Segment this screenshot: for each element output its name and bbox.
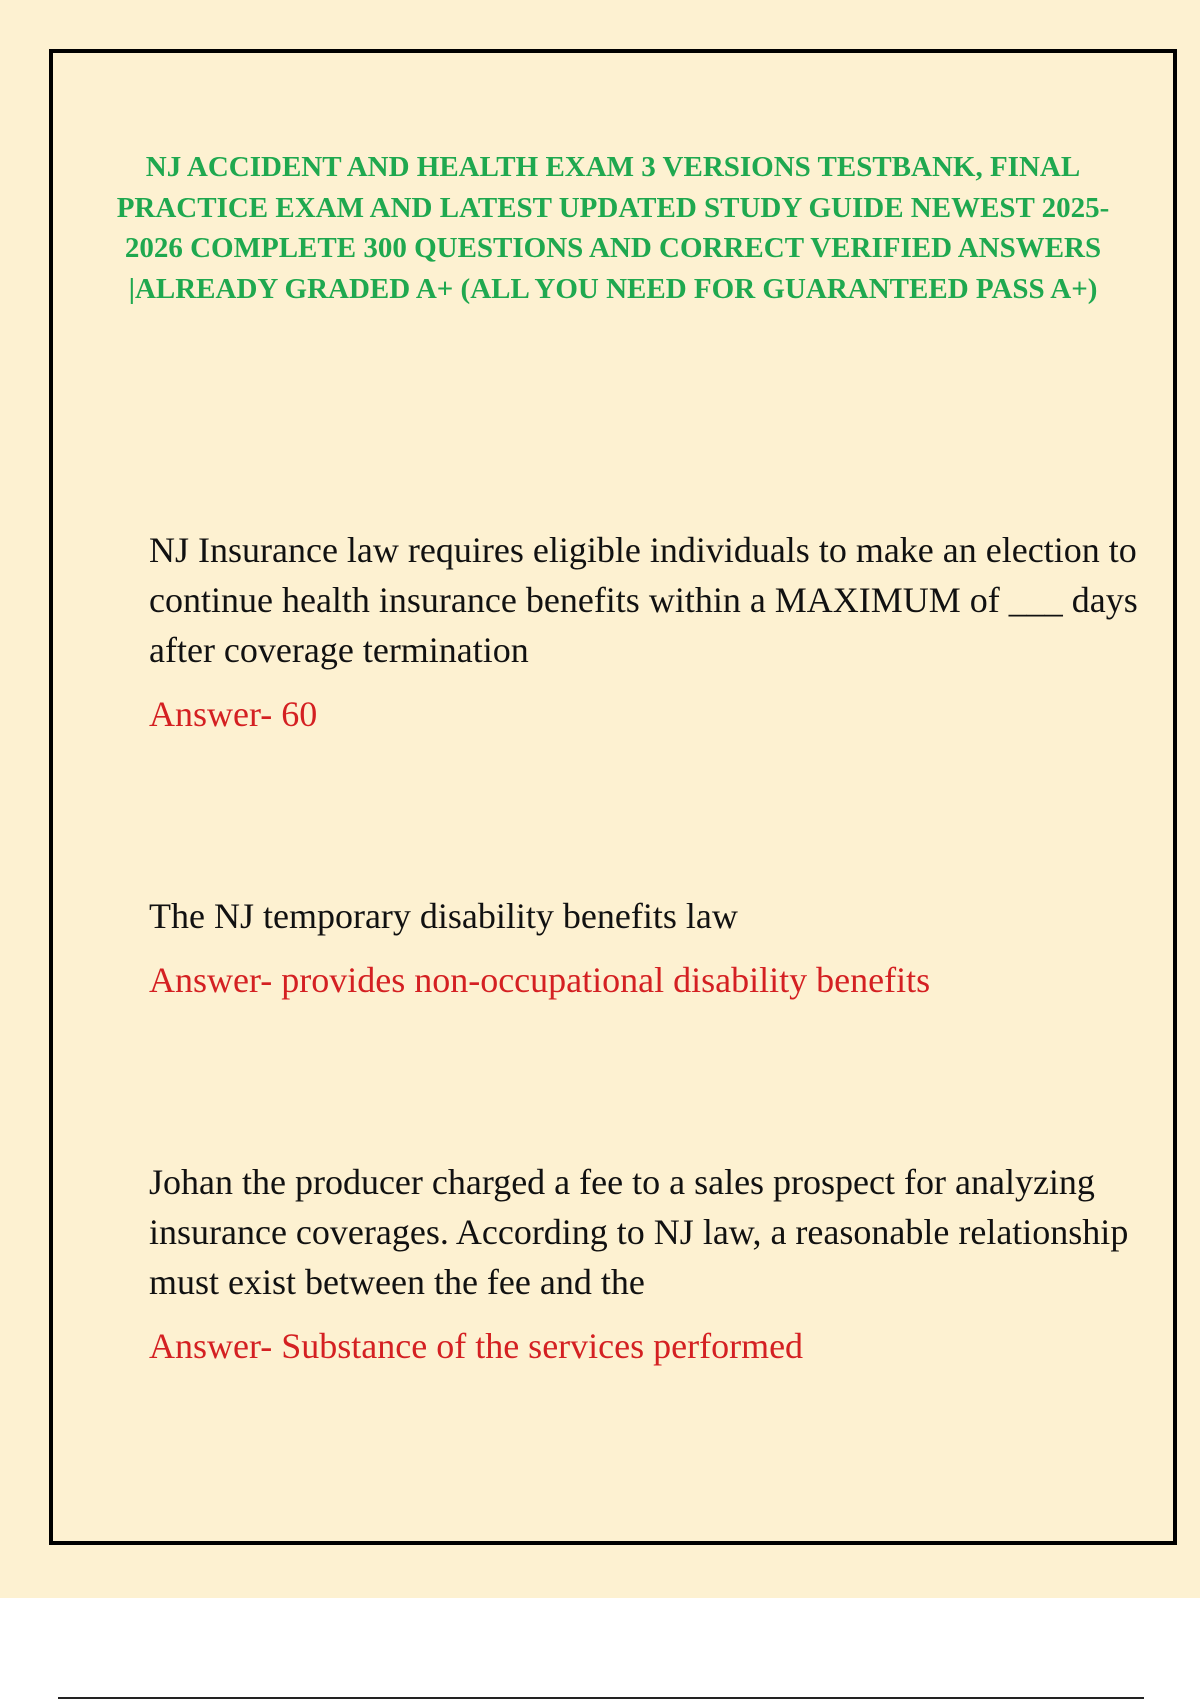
- question-text: Johan the producer charged a fee to a sales prospect for analyzing insurance coverages. According to NJ law, a reasonable relationship must exist between the fee and the: [149, 1162, 1129, 1302]
- question-text: The NJ temporary disability benefits law: [149, 896, 738, 936]
- answer-text: Answer- 60: [149, 694, 318, 734]
- answer-text: Answer- provides non-occupational disability benefits: [149, 960, 931, 1000]
- document-title: NJ ACCIDENT AND HEALTH EXAM 3 VERSIONS TESTBANK, FINAL PRACTICE EXAM AND LATEST UPDATED STUDY GUIDE NEWEST 2025-2026 COMPLETE 300 QUESTIONS AND CORRECT VERIFIED ANSWERS |ALREADY GRADED A+ (ALL YOU NEED FOR GUARANTEED PASS A+): [116, 151, 1110, 305]
- question-text: NJ Insurance law requires eligible individuals to make an election to continue health insurance benefits within a MAXIMUM of ___ days after coverage termination: [149, 530, 1138, 670]
- answer-text: Answer- Substance of the services performed: [149, 1326, 804, 1366]
- question-block: [149, 891, 1139, 1005]
- page-border-frame: [49, 49, 1177, 1545]
- question-block: [149, 525, 1139, 739]
- bottom-divider-line: [58, 1697, 1144, 1699]
- question-block: [149, 1157, 1139, 1371]
